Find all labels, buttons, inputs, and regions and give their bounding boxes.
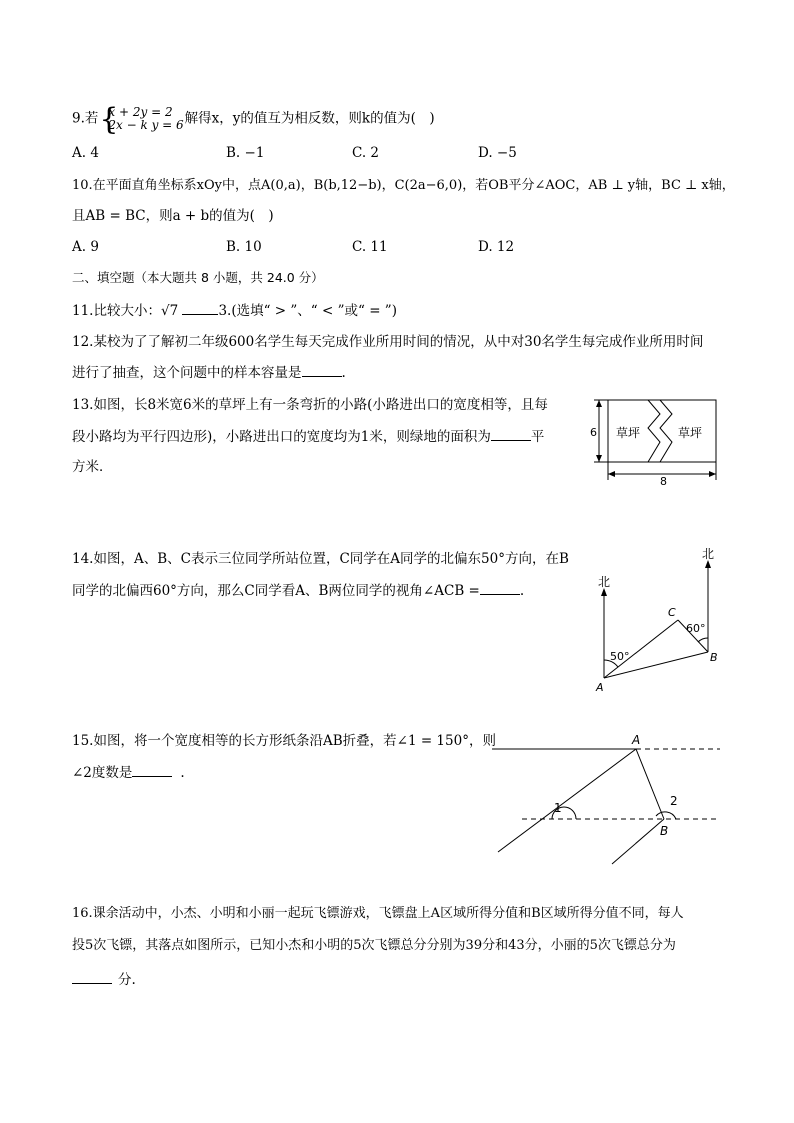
- q9-option-a: A. 4: [72, 145, 99, 161]
- q9-option-d: D. −5: [478, 145, 517, 161]
- q9-eq1: x + 2y = 2: [108, 105, 173, 119]
- q16-line1: 16.课余活动中，小杰、小明和小丽一起玩飞镖游戏，飞镖盘上A区域所得分值和B区域所得分值不同，每人: [72, 906, 684, 921]
- q11-prefix: 11.比较大小：√7: [72, 303, 183, 319]
- q15-answer-blank: [132, 762, 172, 777]
- q12-line2: [72, 362, 346, 383]
- q15-figure: [490, 732, 724, 868]
- q14-north-label-b: 北: [702, 547, 715, 561]
- q9-prefix: 9.若: [72, 110, 99, 127]
- q12-line2-text: 进行了抽查，这个问题中的样本容量是: [72, 365, 302, 381]
- q14-north-label-a: 北: [598, 575, 611, 589]
- q15-point-b-label: B: [660, 824, 669, 838]
- q14-point-a-label: A: [596, 681, 604, 694]
- q13-left-lawn-label: 草坪: [616, 426, 641, 440]
- q13-line3: 方米．: [72, 459, 113, 475]
- q15-line2-end: .: [180, 765, 185, 781]
- q16-line3: [72, 969, 136, 990]
- q15-line2: [72, 762, 185, 783]
- q9-equation-system: { x + 2y = 2 2x − k y = 6: [99, 102, 184, 137]
- q15-fold-line-ab: [636, 749, 664, 819]
- q13-line2-text: 段小路均为平行四边形)，小路进出口的宽度均为1米，则绿地的面积为: [72, 429, 491, 445]
- q14-line2-text: 同学的北偏西60°方向，那么C同学看A、B两位同学的视角∠ACB =: [72, 583, 480, 599]
- q13-figure: [588, 396, 724, 486]
- q9-question: 解得x，y的值互为相反数，则k的值为( ): [184, 110, 435, 127]
- q13-width-label: 8: [660, 475, 667, 486]
- q14-line2-end: .: [519, 583, 525, 599]
- q13-height-label: 6: [590, 426, 597, 439]
- q13-line1: 13.如图，长8米宽6米的草坪上有一条弯折的小路(小路进出口的宽度相等，且每: [72, 397, 548, 413]
- q13-path-right-edge: [660, 400, 672, 462]
- q9-stem: [72, 102, 435, 137]
- q10-option-b: B. 10: [226, 239, 262, 255]
- q15-point-a-label: A: [632, 733, 641, 747]
- q10-option-c: C. 11: [352, 239, 388, 255]
- q14-segment-ac: [604, 620, 678, 678]
- section2-title: 二、填空题（本大题共 8 小题，共 24.0 分）: [72, 270, 324, 285]
- q14-north-arrow-b: [705, 560, 711, 568]
- q12-answer-blank: [302, 362, 342, 377]
- q15-line2-text: ∠2度数是: [72, 765, 133, 781]
- q14-angle-label-a: 50°: [610, 650, 630, 663]
- q10-line1: 10.在平面直角坐标系xOy中，点A(0,a)，B(b,12−b)，C(2a−6,0)，若OB平分∠AOC，AB ⊥ y轴，BC ⊥ x轴，: [72, 178, 735, 193]
- q13-answer-blank: [491, 426, 531, 441]
- q15-angle-1-label: 1: [554, 801, 562, 815]
- q13-line2: [72, 426, 544, 447]
- q13-height-arrow-bottom: [596, 455, 602, 462]
- q9-option-c: C. 2: [352, 145, 380, 161]
- q14-angle-label-b: 60°: [686, 622, 706, 635]
- q13-width-arrow-right: [709, 471, 716, 477]
- q10-line2: 且AB = BC，则a + b的值为( ): [72, 208, 274, 224]
- q9-eq2: 2x − k y = 6: [108, 118, 184, 132]
- q12-line2-end: .: [341, 365, 346, 381]
- q11-stem: [72, 300, 397, 321]
- q14-figure: [588, 546, 728, 694]
- q14-line1: 14.如图，A、B、C表示三位同学所站位置，C同学在A同学的北偏东50°方向，在B: [72, 551, 569, 567]
- q15-fold-right-edge: [612, 819, 664, 864]
- q11-answer-blank: [182, 300, 218, 315]
- q14-north-arrow-a: [601, 588, 607, 596]
- q13-path-left-edge: [648, 400, 660, 462]
- q13-height-arrow-top: [596, 400, 602, 407]
- q13-line2-end: 平: [530, 429, 545, 445]
- q16-line3-end: 分.: [118, 972, 136, 988]
- q13-right-lawn-label: 草坪: [678, 426, 703, 440]
- q16-answer-blank: [72, 969, 112, 984]
- q9-option-b: B. −1: [226, 145, 265, 161]
- q15-angle-arc-2: [656, 812, 676, 819]
- q15-fold-left-edge: [498, 749, 636, 852]
- q10-option-d: D. 12: [478, 239, 515, 255]
- q15-angle-2-label: 2: [670, 794, 678, 808]
- q12-line1: 12.某校为了了解初二年级600名学生每天完成作业所用时间的情况，从中对30名学生每完成作业所用时间: [72, 334, 704, 350]
- q14-point-c-label: C: [668, 606, 676, 619]
- q14-line2: [72, 580, 524, 601]
- q14-point-b-label: B: [710, 651, 718, 664]
- q15-line1: 15.如图，将一个宽度相等的长方形纸条沿AB折叠，若∠1 = 150°，则: [72, 733, 496, 749]
- q10-option-a: A. 9: [72, 239, 99, 255]
- q13-width-arrow-left: [608, 471, 615, 477]
- q11-suffix: 3.(选填“ > ”、“ < ”或“ = ”): [218, 303, 397, 319]
- q14-answer-blank: [480, 580, 520, 595]
- q16-line2: 投5次飞镖，其落点如图所示，已知小杰和小明的5次飞镖总分分别为39分和43分，小丽的5次飞镖总分为: [72, 938, 676, 953]
- q14-angle-arc-b: [698, 638, 708, 642]
